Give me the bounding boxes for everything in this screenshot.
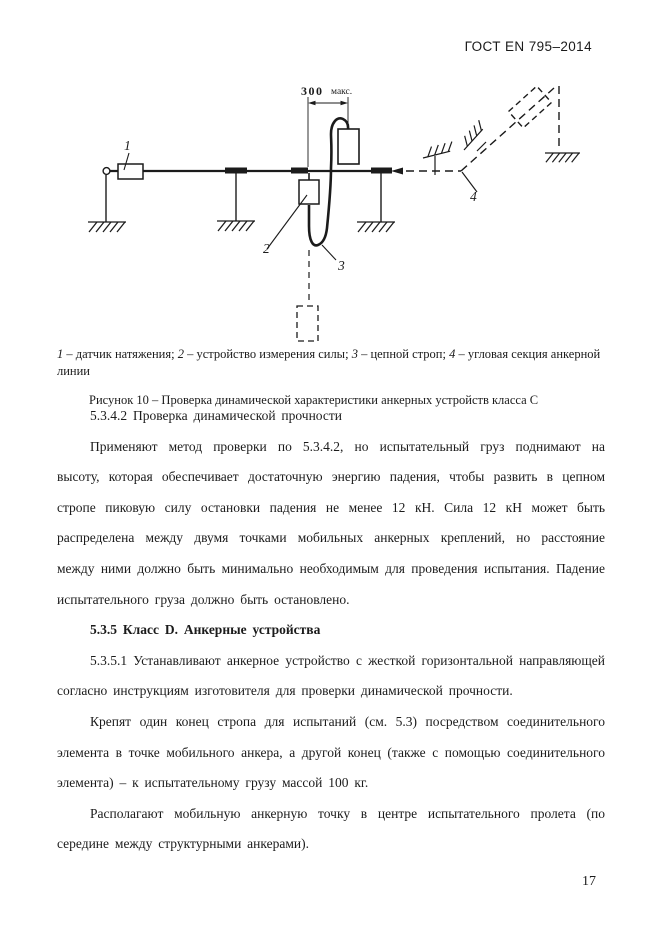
line-bracket-3 [371, 168, 392, 174]
page-number: 17 [582, 874, 596, 889]
mobile-anchor-bracket [291, 168, 308, 174]
ground-hatch-1 [88, 222, 126, 232]
callout-4: 4 [470, 189, 477, 204]
section-5-3-5-1-paragraph-1: 5.3.5.1 Устанавливают анкерное устройство с жесткой горизонтальной направляющей согласно инструкциям изготовителя для проверки динамической прочности. [57, 652, 605, 699]
ground-hatch-3 [357, 222, 395, 232]
line-arrowhead [391, 168, 403, 175]
ground-hatch-2 [217, 221, 255, 231]
document-header: ГОСТ EN 795–2014 [464, 39, 592, 54]
line-bracket-1 [225, 168, 247, 174]
caption-num-4: 4 [449, 347, 456, 361]
section-5-3-5-heading: 5.3.5 Класс D. Анкерные устройства [90, 622, 321, 638]
dimension-value: 300 [301, 84, 324, 98]
caption-num-3: 3 [351, 347, 358, 361]
test-weight-box [338, 129, 359, 164]
corner-anchor-hatch-1 [421, 142, 454, 158]
drop-position-box [297, 306, 318, 341]
section-5-3-5-1-paragraph-3: Располагают мобильную анкерную точку в центре испытательного пролета (по середине между структурными анкерами). [57, 805, 605, 852]
leader-2 [267, 195, 307, 249]
test-setup-diagram [0, 0, 661, 350]
callout-1: 1 [124, 138, 131, 153]
figure-title: Рисунок 10 – Проверка динамической характеристики анкерных устройств класса С [89, 393, 539, 407]
corner-anchor-hatch-2 [457, 120, 485, 150]
force-device-box [299, 180, 319, 204]
end-eyelet [103, 168, 110, 175]
section-5-3-4-2-paragraph: Применяют метод проверки по 5.3.4.2, но испытательный груз поднимают на высоту, которая обеспечивает достаточную энергию падения, чтобы развить в цепном стропе пиковую силу остановки падения не менее 12 кН. Сила 12 кН может быть распределена между двумя точками мобильных анкерных креплений, но расстояние между ними должно быть минимально необходимым для проведения испытания. Падение испытательного груза должно быть остановлено. [57, 438, 605, 607]
dimension-note: макс. [331, 87, 353, 97]
caption-num-1: 1 [57, 347, 64, 361]
caption-text-1: – датчик натяжения; [63, 347, 178, 361]
corner-weight-box-dashed [509, 86, 552, 128]
ground-hatch-right [545, 153, 580, 162]
caption-num-2: 2 [177, 347, 184, 361]
section-5-3-4-2-heading: 5.3.4.2 Проверка динамической прочности [90, 408, 343, 423]
body-text [57, 401, 605, 860]
leader-3 [322, 245, 336, 260]
callout-3: 3 [338, 258, 345, 273]
caption-text-2: – устройство измерения силы; [183, 347, 352, 361]
figure-caption [57, 346, 605, 379]
section-5-3-5-1-paragraph-2: Крепят один конец стропа для испытаний (см. 5.3) посредством соединительного элемента в точке мобильного анкера, а другой конец (также с помощью соединительного элемента) – к испытательному грузу массой 100 кг. [57, 713, 605, 791]
dim-arrow-right [341, 101, 349, 106]
caption-text-4: – угловая секция анкерной линии [57, 347, 601, 378]
tension-sensor-box [118, 164, 143, 179]
callout-2: 2 [263, 241, 270, 256]
caption-text-3: – цепной строп; [357, 347, 450, 361]
dim-arrow-left [308, 101, 316, 106]
